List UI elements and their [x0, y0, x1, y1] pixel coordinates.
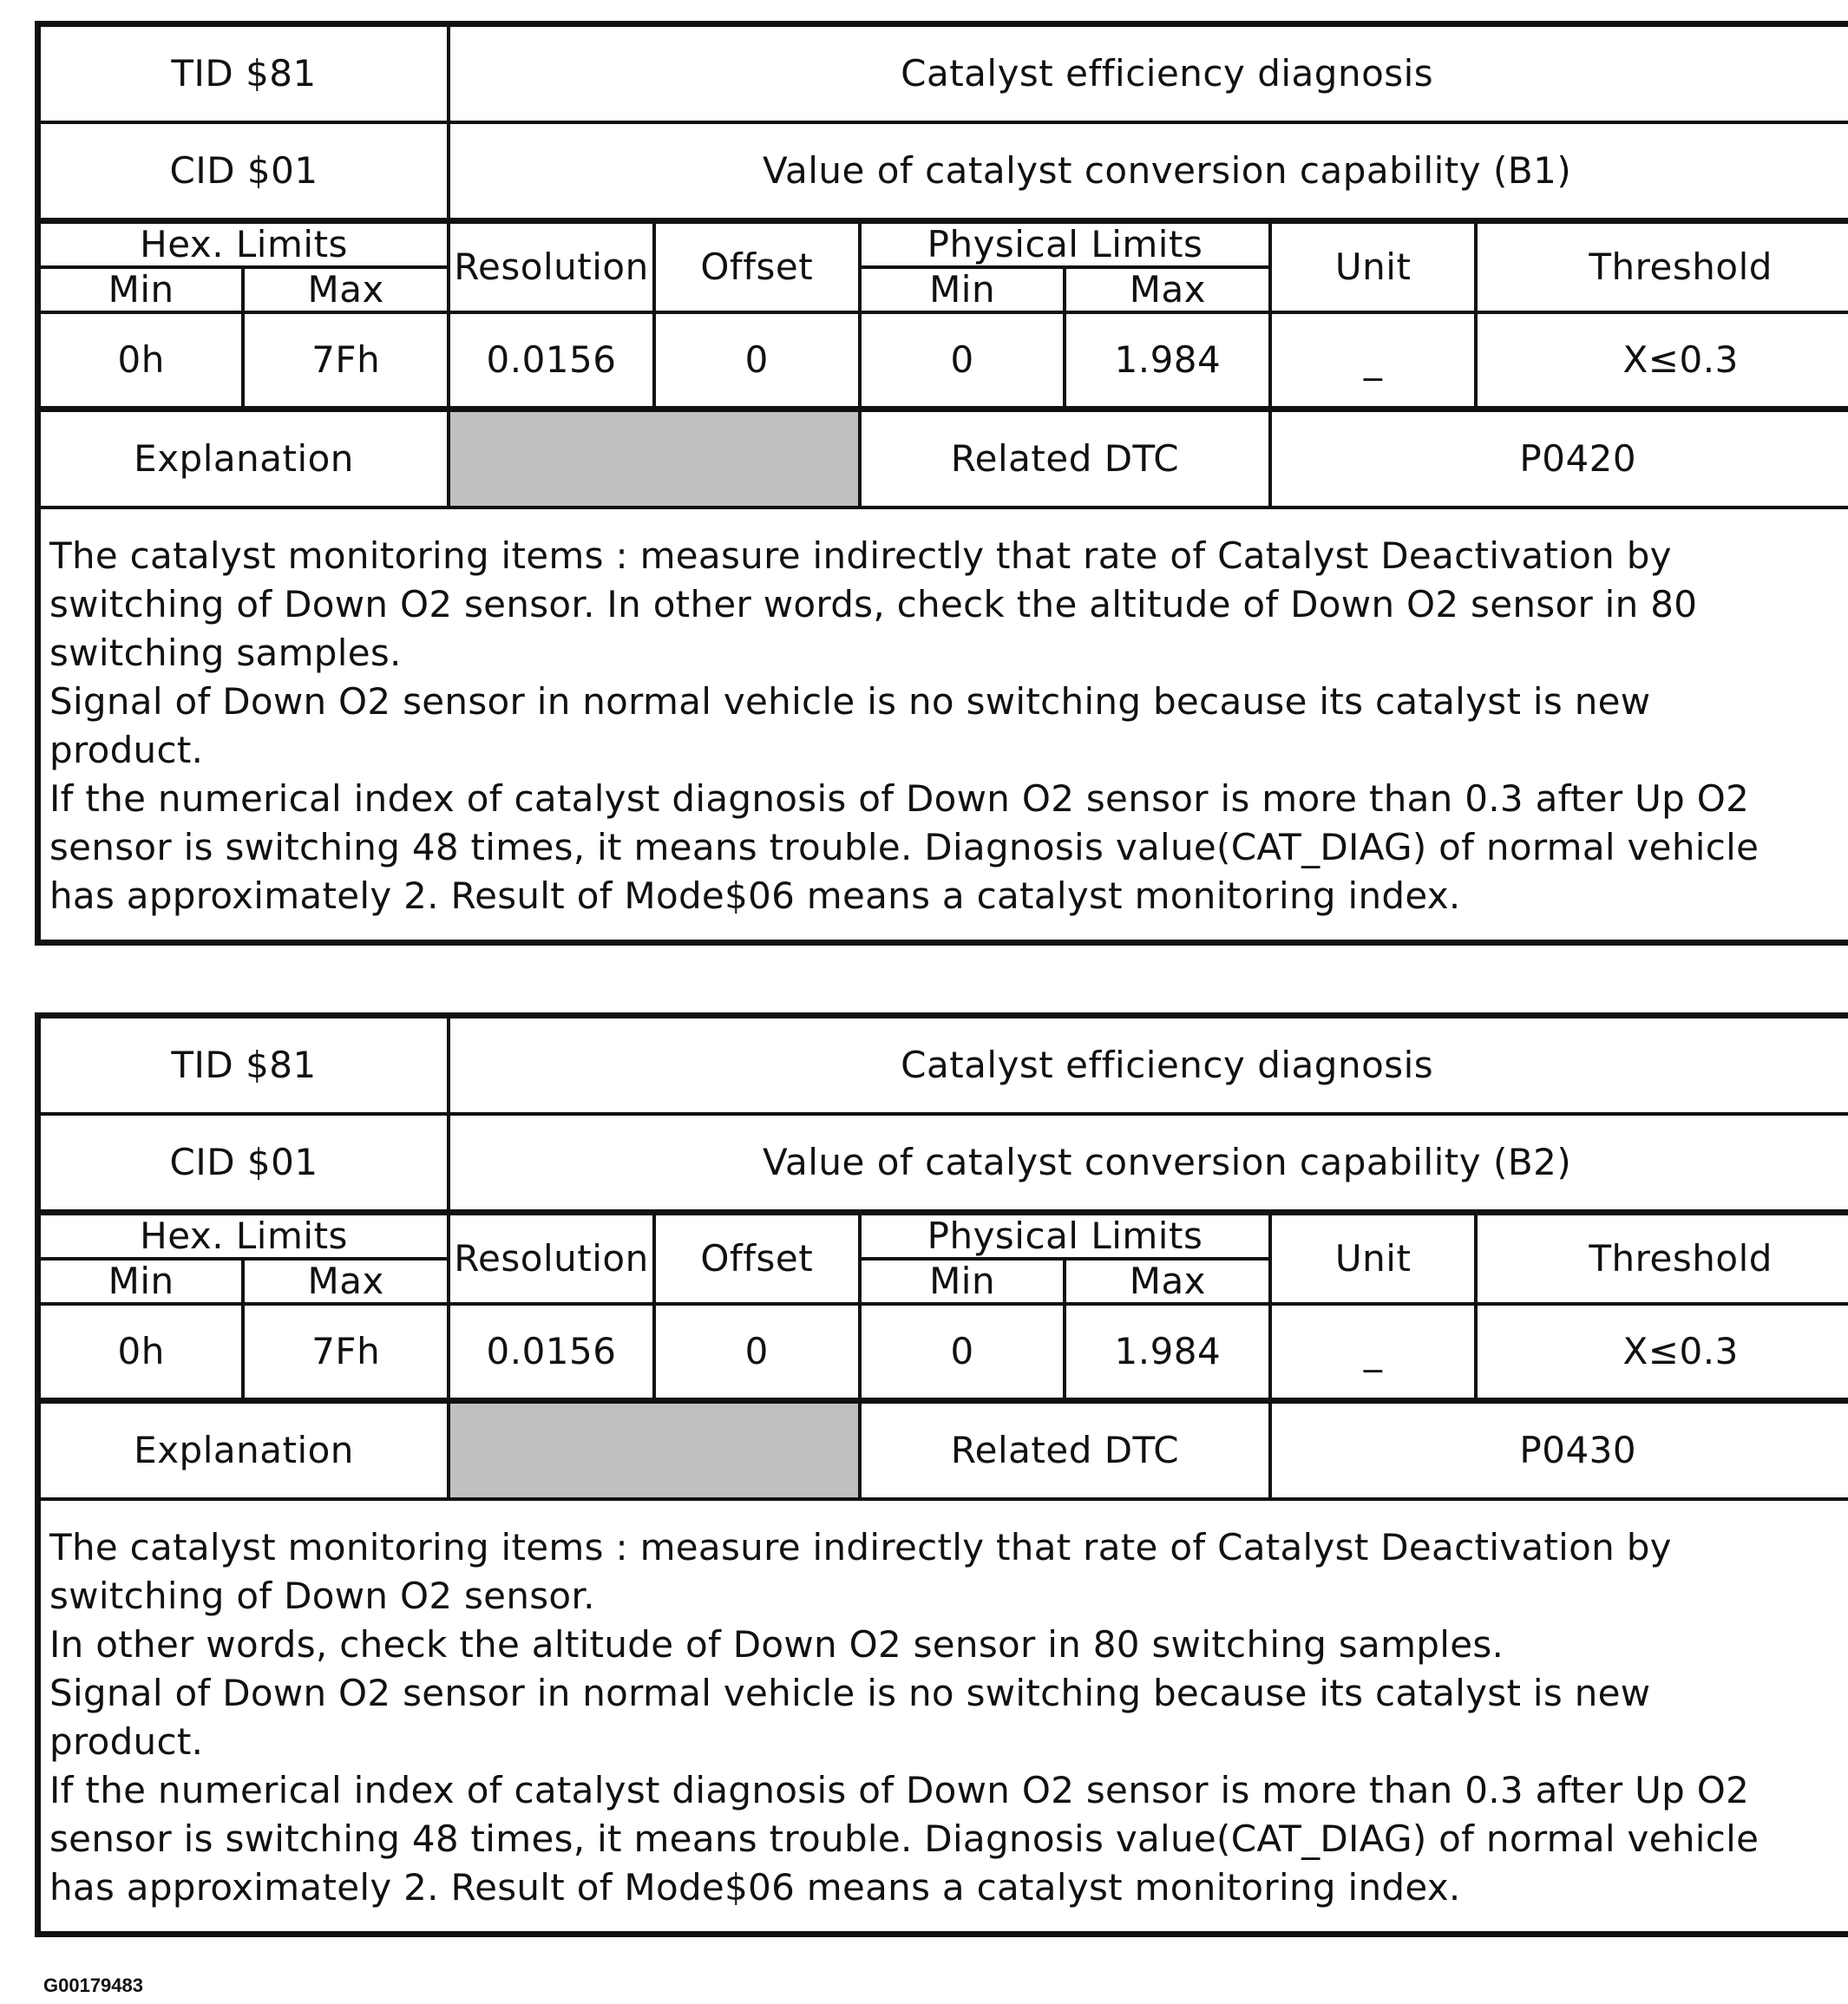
offset-header: Offset: [654, 1213, 860, 1305]
explanation-line: sensor is switching 48 times, it means trouble. Diagnosis value(CAT_DIAG) of normal vehicle: [49, 1817, 1760, 1860]
explanation-line: has approximately 2. Result of Mode$06 means a catalyst monitoring index.: [49, 874, 1461, 917]
explanation-line: Signal of Down O2 sensor in normal vehicle is no switching because its catalyst is new: [49, 1672, 1651, 1714]
unit-value: _: [1270, 312, 1476, 409]
phys-min-value: 0: [860, 1304, 1065, 1401]
gray-filler-cell: [449, 409, 860, 508]
phys-min-header: Min: [860, 267, 1065, 312]
tid-label: TID $81: [38, 24, 449, 123]
hex-max-value: 7Fh: [243, 312, 449, 409]
hex-min-value: 0h: [38, 1304, 244, 1401]
threshold-header: Threshold: [1476, 1213, 1848, 1305]
resolution-value: 0.0156: [449, 312, 654, 409]
offset-value: 0: [654, 312, 860, 409]
physical-limits-header: Physical Limits: [860, 1213, 1271, 1260]
related-dtc-label: Related DTC: [860, 409, 1271, 508]
threshold-value: X≤0.3: [1476, 312, 1848, 409]
explanation-line: In other words, check the altitude of Down O2 sensor in 80 switching samples.: [49, 1623, 1504, 1666]
unit-header: Unit: [1270, 221, 1476, 313]
gray-filler-cell: [449, 1401, 860, 1500]
unit-header: Unit: [1270, 1213, 1476, 1305]
resolution-header: Resolution: [449, 1213, 654, 1305]
explanation-line: product.: [49, 729, 204, 771]
tid-label: TID $81: [38, 1016, 449, 1115]
diagnosis-table-b1: [35, 21, 1848, 946]
cid-label: CID $01: [38, 1114, 449, 1213]
hex-limits-header: Hex. Limits: [38, 221, 449, 268]
resolution-header: Resolution: [449, 221, 654, 313]
threshold-header: Threshold: [1476, 221, 1848, 313]
hex-max-value: 7Fh: [243, 1304, 449, 1401]
cid-description: Value of catalyst conversion capability (B2): [449, 1114, 1848, 1213]
explanation-text: [38, 508, 1848, 943]
hex-min-value: 0h: [38, 312, 244, 409]
explanation-line: product.: [49, 1720, 204, 1763]
explanation-line: If the numerical index of catalyst diagnosis of Down O2 sensor is more than 0.3 after Up O2: [49, 1769, 1750, 1811]
explanation-line: switching samples.: [49, 632, 402, 674]
phys-max-value: 1.984: [1065, 1304, 1270, 1401]
hex-max-header: Max: [243, 1259, 449, 1304]
explanation-line: The catalyst monitoring items : measure indirectly that rate of Catalyst Deactivation by: [49, 534, 1672, 577]
tid-description: Catalyst efficiency diagnosis: [449, 1016, 1848, 1115]
hex-max-header: Max: [243, 267, 449, 312]
resolution-value: 0.0156: [449, 1304, 654, 1401]
explanation-line: switching of Down O2 sensor. In other words, check the altitude of Down O2 sensor in 80: [49, 583, 1698, 625]
hex-limits-header: Hex. Limits: [38, 1213, 449, 1260]
physical-limits-header: Physical Limits: [860, 221, 1271, 268]
tid-description: Catalyst efficiency diagnosis: [449, 24, 1848, 123]
phys-min-value: 0: [860, 312, 1065, 409]
explanation-line: If the numerical index of catalyst diagnosis of Down O2 sensor is more than 0.3 after Up O2: [49, 777, 1750, 820]
related-dtc-label: Related DTC: [860, 1401, 1271, 1500]
explanation-text: [38, 1499, 1848, 1935]
explanation-line: has approximately 2. Result of Mode$06 means a catalyst monitoring index.: [49, 1866, 1461, 1909]
phys-max-value: 1.984: [1065, 312, 1270, 409]
related-dtc-value: P0420: [1270, 409, 1848, 508]
figure-id: G00179483: [43, 1975, 143, 1996]
related-dtc-value: P0430: [1270, 1401, 1848, 1500]
phys-min-header: Min: [860, 1259, 1065, 1304]
explanation-line: Signal of Down O2 sensor in normal vehicle is no switching because its catalyst is new: [49, 680, 1651, 723]
cid-label: CID $01: [38, 122, 449, 221]
explanation-line: sensor is switching 48 times, it means trouble. Diagnosis value(CAT_DIAG) of normal vehicle: [49, 826, 1760, 868]
offset-value: 0: [654, 1304, 860, 1401]
explanation-line: switching of Down O2 sensor.: [49, 1575, 595, 1617]
diagnosis-table-b2: [35, 1012, 1848, 1937]
explanation-label: Explanation: [38, 1401, 449, 1500]
explanation-line: The catalyst monitoring items : measure indirectly that rate of Catalyst Deactivation by: [49, 1526, 1672, 1568]
unit-value: _: [1270, 1304, 1476, 1401]
threshold-value: X≤0.3: [1476, 1304, 1848, 1401]
cid-description: Value of catalyst conversion capability (B1): [449, 122, 1848, 221]
hex-min-header: Min: [38, 1259, 244, 1304]
offset-header: Offset: [654, 221, 860, 313]
hex-min-header: Min: [38, 267, 244, 312]
phys-max-header: Max: [1065, 1259, 1270, 1304]
explanation-label: Explanation: [38, 409, 449, 508]
phys-max-header: Max: [1065, 267, 1270, 312]
